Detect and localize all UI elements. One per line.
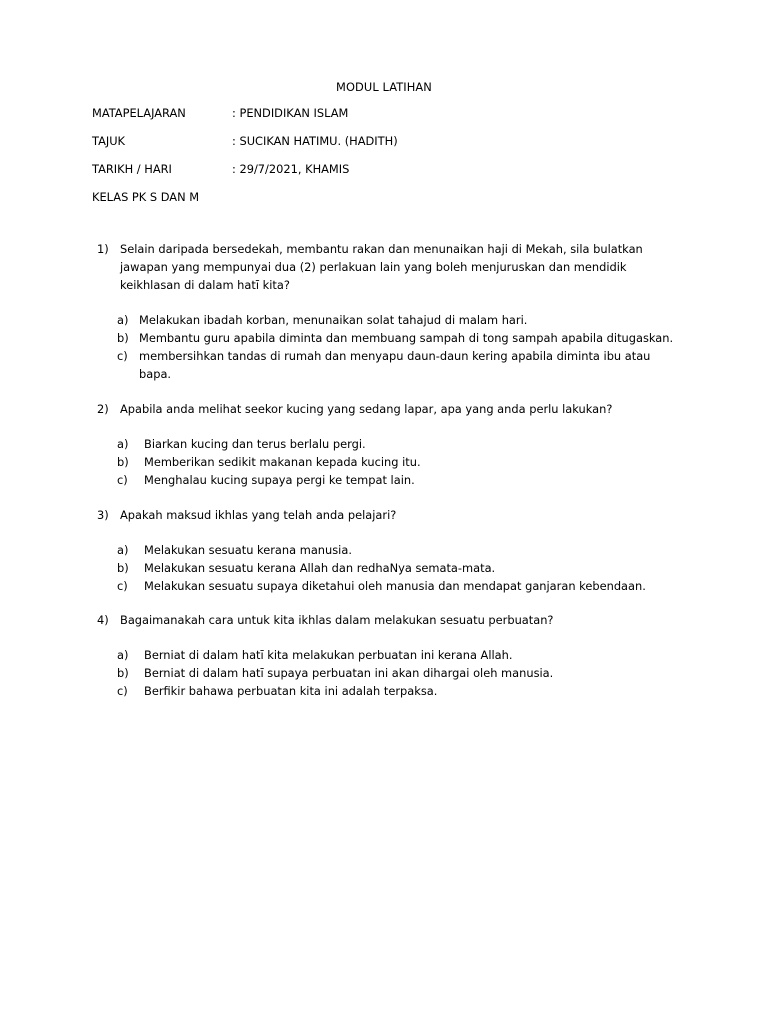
- option-letter: c): [117, 579, 128, 593]
- option-text: bapa.: [139, 367, 172, 381]
- meta-label: KELAS PK S DAN M: [92, 190, 200, 204]
- question-text: [120, 400, 687, 418]
- question-text: [120, 506, 687, 524]
- answer-option-a[interactable]: [117, 541, 697, 559]
- option-letter: b): [117, 666, 129, 680]
- meta-row-topic: [92, 132, 692, 150]
- question-line: jawapan yang mempunyai dua (2) perlakuan lain yang boleh menjuruskan dan mendidik: [120, 260, 627, 274]
- meta-value: : PENDIDIKAN ISLAM: [232, 106, 349, 120]
- option-text: Memberikan sedikit makanan kepada kucing itu.: [144, 455, 421, 469]
- question-line: Apakah maksud ikhlas yang telah anda pelajari?: [120, 508, 397, 522]
- option-text: Membantu guru apabila diminta dan membuang sampah di tong sampah apabila ditugaskan.: [139, 331, 674, 345]
- question-line: Bagaimanakah cara untuk kita ikhlas dalam melakukan sesuatu perbuatan?: [120, 613, 554, 627]
- option-text: Berniat di dalam hatī supaya perbuatan ini akan dihargai oleh manusia.: [144, 666, 554, 680]
- answer-option-b[interactable]: [117, 664, 697, 682]
- option-text: Berniat di dalam hatī kita melakukan perbuatan ini kerana Allah.: [144, 648, 513, 662]
- meta-label: TARIKH / HARI: [92, 162, 172, 176]
- question-line: keikhlasan di dalam hatī kita?: [120, 278, 290, 292]
- option-letter: a): [117, 437, 129, 451]
- option-letter: c): [117, 473, 128, 487]
- answer-option-b[interactable]: [117, 559, 697, 577]
- answer-option-c[interactable]: [117, 347, 697, 383]
- option-letter: a): [117, 648, 129, 662]
- meta-label: TAJUK: [92, 134, 126, 148]
- option-letter: c): [117, 349, 128, 363]
- option-letter: a): [117, 313, 129, 327]
- option-text: Melakukan sesuatu kerana Allah dan redhaNya semata-mata.: [144, 561, 496, 575]
- question-1: [97, 240, 687, 294]
- answer-option-c[interactable]: [117, 471, 697, 489]
- question-line: Selain daripada bersedekah, membantu rakan dan menunaikan haji di Mekah, sila bulatkan: [120, 242, 643, 256]
- option-letter: c): [117, 684, 128, 698]
- option-letter: b): [117, 561, 129, 575]
- option-text: Melakukan sesuatu supaya diketahui oleh manusia dan mendapat ganjaran kebendaan.: [144, 579, 646, 593]
- option-text: Melakukan sesuatu kerana manusia.: [144, 543, 352, 557]
- document-title: MODUL LATIHAN: [336, 80, 432, 94]
- option-text: Menghalau kucing supaya pergi ke tempat lain.: [144, 473, 415, 487]
- option-text: Biarkan kucing dan terus berlalu pergi.: [144, 437, 366, 451]
- answer-option-a[interactable]: [117, 646, 697, 664]
- meta-label: MATAPELAJARAN: [92, 106, 186, 120]
- meta-value: : SUCIKAN HATIMU. (HADITH): [232, 134, 398, 148]
- answer-option-b[interactable]: [117, 329, 697, 347]
- option-letter: b): [117, 331, 129, 345]
- option-text: Berfikir bahawa perbuatan kita ini adalah terpaksa.: [144, 684, 438, 698]
- question-4: [97, 611, 687, 629]
- answer-option-c[interactable]: [117, 682, 697, 700]
- question-3-options: [117, 541, 697, 595]
- option-text: Melakukan ibadah korban, menunaikan solat tahajud di malam hari.: [139, 313, 528, 327]
- question-number: 3): [97, 508, 109, 522]
- question-4-options: [117, 646, 697, 700]
- meta-row-class: [92, 188, 692, 206]
- option-letter: b): [117, 455, 129, 469]
- question-text: [120, 240, 687, 294]
- answer-option-b[interactable]: [117, 453, 697, 471]
- answer-option-c[interactable]: [117, 577, 697, 595]
- question-number: 2): [97, 402, 109, 416]
- question-number: 4): [97, 613, 109, 627]
- meta-row-date: [92, 160, 692, 178]
- question-1-options: [117, 311, 697, 383]
- answer-option-a[interactable]: [117, 311, 697, 329]
- question-line: Apabila anda melihat seekor kucing yang sedang lapar, apa yang anda perlu lakukan?: [120, 402, 613, 416]
- question-2-options: [117, 435, 697, 489]
- question-number: 1): [97, 242, 109, 256]
- meta-row-subject: [92, 104, 692, 122]
- question-3: [97, 506, 687, 524]
- answer-option-a[interactable]: [117, 435, 697, 453]
- option-letter: a): [117, 543, 129, 557]
- meta-value: : 29/7/2021, KHAMIS: [232, 162, 350, 176]
- question-2: [97, 400, 687, 418]
- question-text: [120, 611, 687, 629]
- option-text: membersihkan tandas di rumah dan menyapu daun-daun kering apabila diminta ibu atau: [139, 349, 651, 363]
